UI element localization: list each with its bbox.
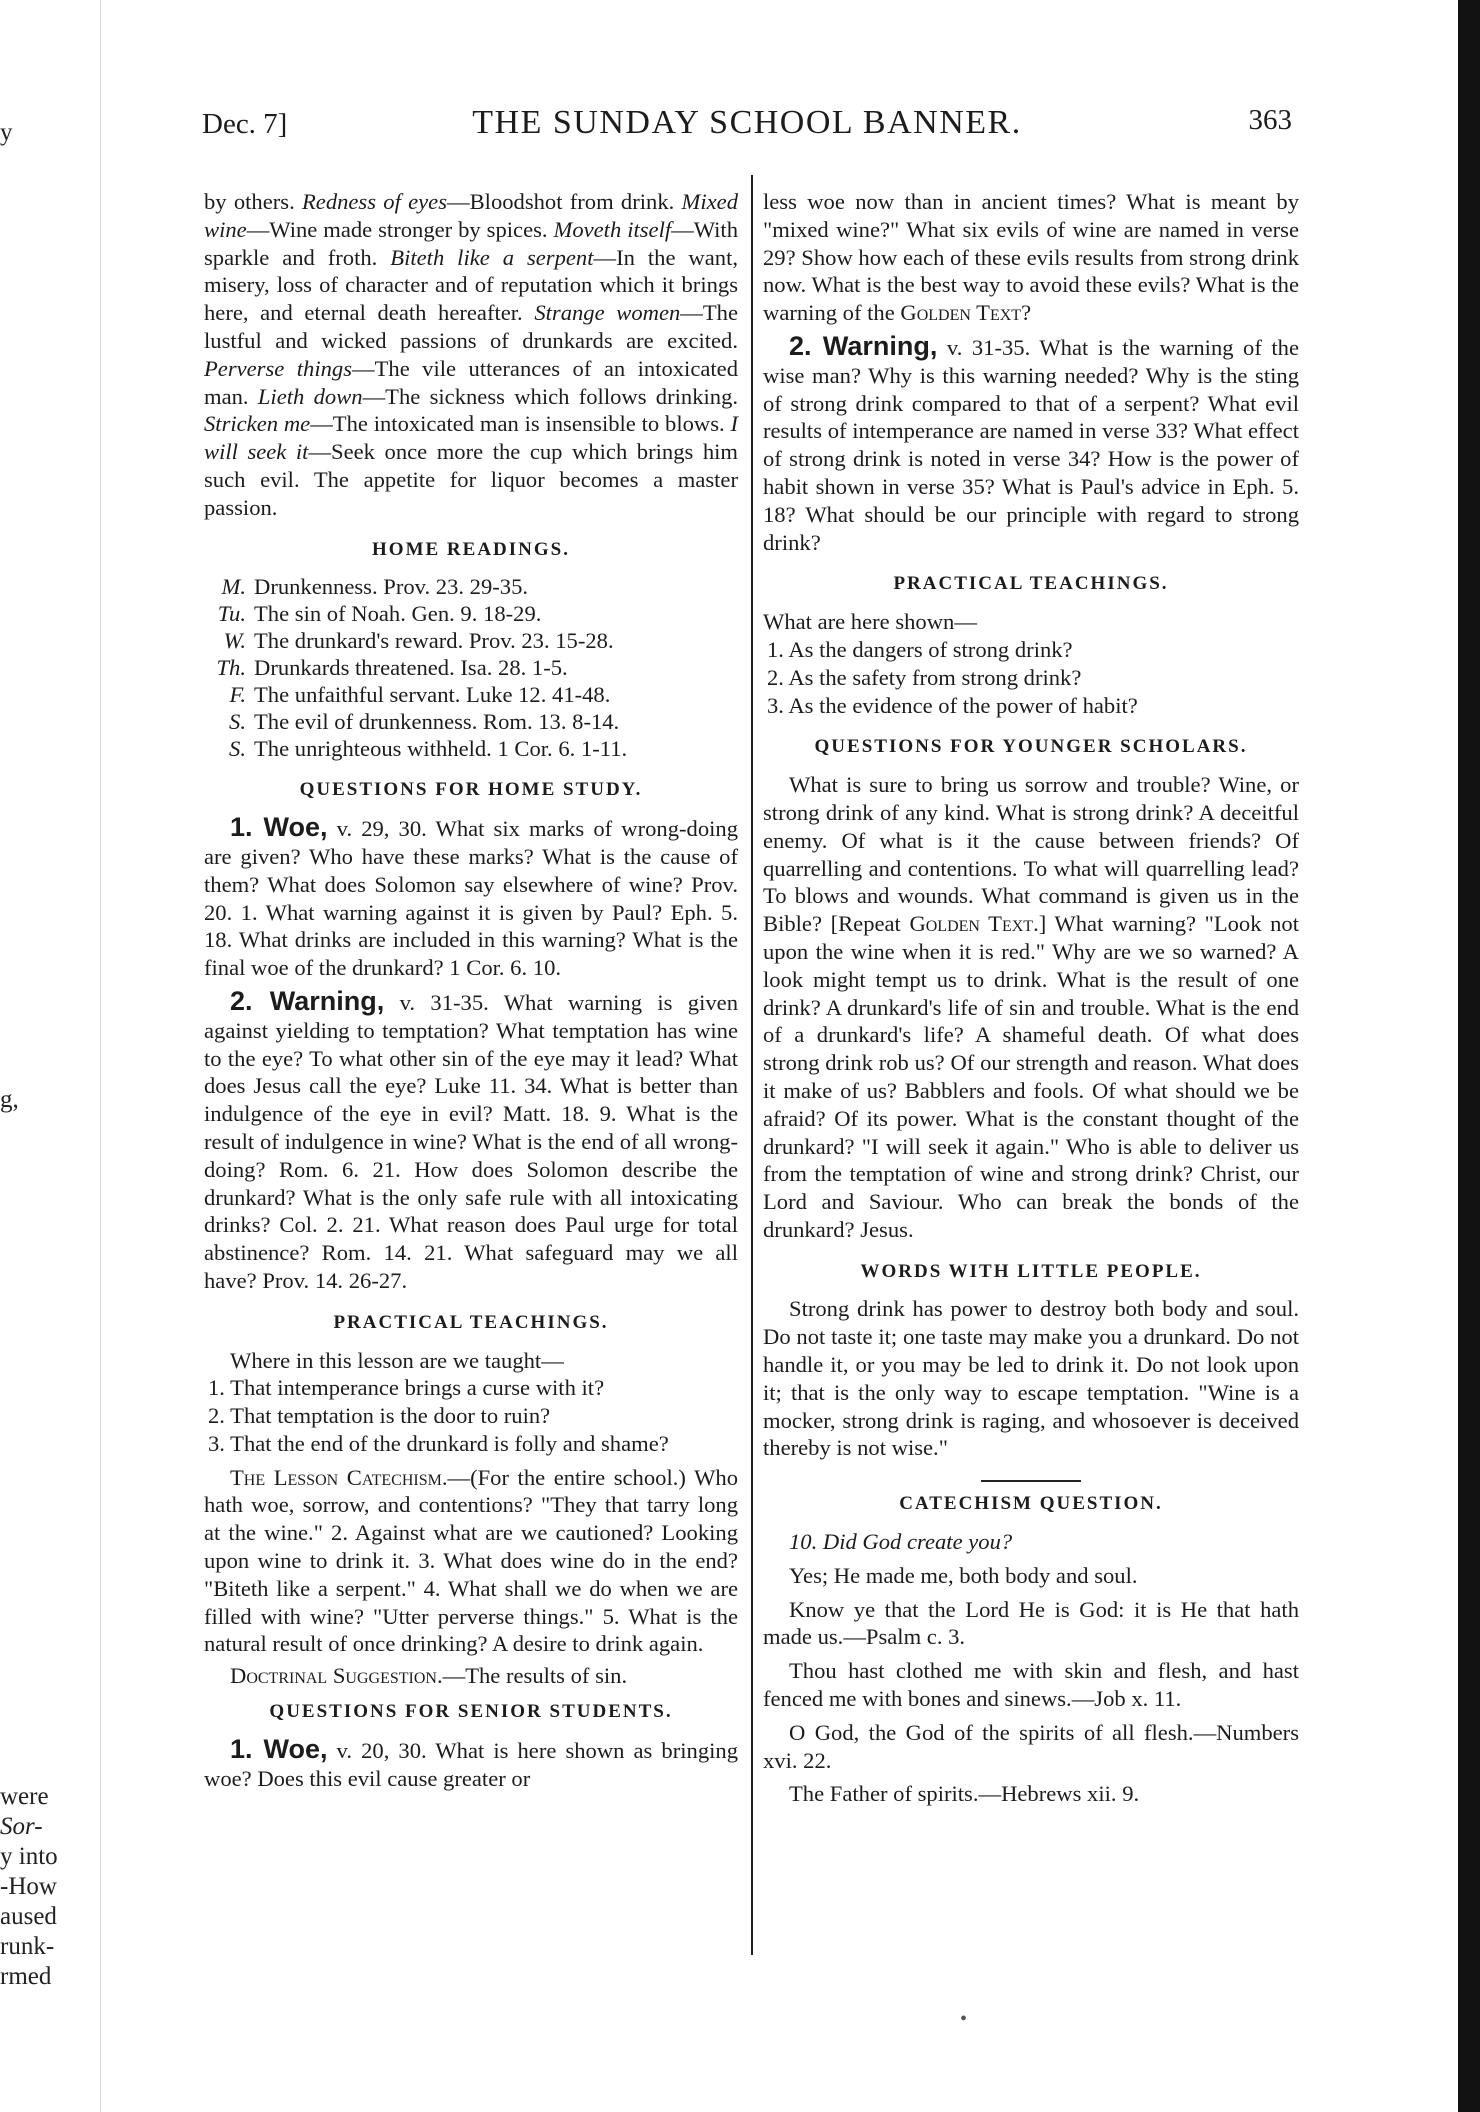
glossed-term: Moveth itself bbox=[553, 216, 672, 242]
gloss-text: by others. bbox=[204, 189, 302, 214]
list-item: 2. That temptation is the door to ruin? bbox=[208, 1403, 551, 1429]
section-heading: PRACTICAL TEACHINGS. bbox=[333, 1311, 609, 1333]
catechism-text: —(For the entire school.) Who hath woe, sorrow, and contentions? "They that tarry long at the wine." 2. Against what are we cautioned? Looking upon wine to drink it. 3. What does wine do in the end? "Biteth like a serpent." 4. What shall we do when we are filled with wine? "Utter perverse things." 5. What is the natural result of once drinking? A desire to drink again. bbox=[204, 1464, 738, 1657]
issue-date: Dec. 7] bbox=[202, 108, 288, 140]
bleed-text: were bbox=[0, 1783, 49, 1810]
list-item: 1. That intemperance brings a curse with it? bbox=[208, 1375, 605, 1401]
gloss-text: —The lustful and wicked passions of drunkards are excited. bbox=[204, 300, 738, 353]
catechism-answer: Yes; He made me, both body and soul. bbox=[789, 1562, 1138, 1588]
gloss-text: —The sickness which follows drinking. bbox=[362, 383, 739, 409]
left-column bbox=[204, 188, 738, 1792]
catechism-label: The Lesson Catechism. bbox=[230, 1464, 448, 1490]
gloss-text: —The intoxicated man is insensible to blows. bbox=[310, 411, 731, 437]
question-number: 1. Woe, bbox=[230, 1733, 328, 1764]
gloss-text: —Seek once more the cup which brings him such evil. The appetite for liquor becomes a master passion. bbox=[204, 439, 738, 520]
reading-row bbox=[204, 735, 738, 762]
bleed-text: g, bbox=[0, 1086, 19, 1113]
question-number: 1. Woe, bbox=[230, 812, 328, 843]
section-heading: WORDS WITH LITTLE PEOPLE. bbox=[860, 1260, 1202, 1282]
doctrinal-text: —The results of sin. bbox=[442, 1663, 628, 1689]
question-text: What is the warning of the wise man? Why is this warning needed? Why is the sting of strong drink compared to that of a serpent? What evil results of intemperance are named in verse 33? What effect of strong drink is noted in verse 34? How is the power of habit shown in verse 35? What is Paul's advice in Eph. 5. 18? What should be our principle with regard to strong drink? bbox=[763, 334, 1299, 555]
glossed-term: Strange women bbox=[534, 300, 681, 326]
question-ref: v. 20, 30. bbox=[327, 1737, 427, 1763]
publication-title: THE SUNDAY SCHOOL BANNER. bbox=[472, 104, 1022, 141]
bleed-text: aused bbox=[0, 1903, 57, 1930]
reading-day: S. bbox=[229, 736, 246, 762]
practical-list bbox=[763, 636, 1299, 719]
younger-scholars-text bbox=[763, 771, 1299, 1244]
section-heading: QUESTIONS FOR HOME STUDY. bbox=[299, 779, 643, 801]
gloss-text: —With sparkle and froth. bbox=[204, 216, 739, 270]
reading-row bbox=[204, 627, 738, 654]
reading-text: The unrighteous withheld. 1 Cor. 6. 1-11. bbox=[254, 736, 628, 762]
glossed-term: Lieth down bbox=[257, 383, 363, 409]
section-heading: QUESTIONS FOR YOUNGER SCHOLARS. bbox=[814, 736, 1248, 758]
question-ref: v. 29, 30. bbox=[327, 816, 427, 842]
list-item: 1. As the dangers of strong drink? bbox=[767, 636, 1073, 662]
catechism-answer: Thou hast clothed me with skin and flesh, and hast fenced me with bones and sinews.—Job x. 11. bbox=[763, 1658, 1299, 1712]
golden-text-ref: Golden Text bbox=[900, 300, 1022, 326]
word-notes-paragraph bbox=[204, 188, 738, 522]
reading-text: The sin of Noah. Gen. 9. 18-29. bbox=[254, 601, 542, 627]
column-divider bbox=[751, 175, 753, 1955]
bleed-text: runk- bbox=[0, 1933, 55, 1960]
running-header bbox=[202, 100, 1292, 150]
list-item: 3. As the evidence of the power of habit? bbox=[767, 692, 1138, 718]
doctrinal-label: Doctrinal Suggestion. bbox=[230, 1663, 443, 1689]
right-column bbox=[763, 188, 1299, 1814]
warning-question bbox=[763, 330, 1299, 556]
gloss-text: —Bloodshot from drink. bbox=[447, 189, 682, 214]
section-heading: CATECHISM QUESTION. bbox=[899, 1493, 1163, 1515]
reading-day: Tu. bbox=[217, 601, 246, 627]
gloss-text: —The vile utterances of an intoxicated man. bbox=[204, 355, 738, 409]
younger-text-b: .] What warning? "Look not upon the wine when it is red." Why are we so warned? A look might tempt us to drink. What is the result of one drink? A drunkard's life of sin and trouble. What is the end of a drunkard's life? A shameful death. Of what does strong drink rob us? Of our strength and reason. What does it make of us? Babblers and fools. Of what should we be afraid? Of its power. What is the constant thought of the drunkard? "I will seek it again." Who is able to deliver us from the temptation of wine and strong drink? Christ, our Lord and Saviour. Who can break the bonds of the drunkard? Jesus. bbox=[763, 911, 1300, 1242]
catechism-answer: O God, the God of the spirits of all flesh.—Numbers xvi. 22. bbox=[763, 1719, 1299, 1773]
reading-day: Th. bbox=[216, 655, 246, 681]
reading-row bbox=[204, 600, 738, 627]
question-text: What is here shown as bringing woe? Does this evil cause greater or bbox=[204, 1737, 738, 1791]
bleed-text: y bbox=[0, 119, 13, 146]
bleed-text: y into bbox=[0, 1843, 58, 1870]
reading-day: M. bbox=[221, 574, 246, 600]
gloss-text: —In the want, misery, loss of character and of reputation which it brings here, and eternal death hereafter. bbox=[204, 244, 738, 326]
gloss-text: —Wine made stronger by spices. bbox=[246, 216, 554, 242]
section-rule bbox=[981, 1480, 1081, 1482]
catechism-answer: The Father of spirits.—Hebrews xii. 9. bbox=[789, 1781, 1140, 1807]
home-readings-list bbox=[204, 573, 738, 762]
question-number: 2. Warning, bbox=[230, 985, 385, 1016]
list-item: 3. That the end of the drunkard is folly and shame? bbox=[208, 1430, 669, 1456]
reading-day: F. bbox=[229, 682, 246, 708]
younger-text-a: What is sure to bring us sorrow and trouble? Wine, or strong drink of any kind. What is strong drink? A deceitful enemy. Of what is it the cause between friends? Of quarrelling and contentions. To what will quarrelling lead? To blows and wounds. What command is given us in the Bible? [Repeat bbox=[763, 772, 1299, 937]
senior-continuation bbox=[763, 188, 1299, 327]
ink-speck: • bbox=[960, 2008, 968, 2030]
question-text: What six marks of wrong-doing are given? Who have these marks? What is the cause of them? What does Solomon say elsewhere of wine? Prov. 20. 1. What warning against it is given by Paul? Eph. 5. 18. What drinks are included in this warning? What is the final woe of the drunkard? 1 Cor. 6. 10. bbox=[204, 816, 738, 981]
question-ref: v. 31-35. bbox=[384, 989, 489, 1015]
golden-text-ref: Golden Text bbox=[909, 911, 1034, 937]
reading-row bbox=[204, 573, 738, 600]
reading-row bbox=[204, 654, 738, 681]
section-heading: PRACTICAL TEACHINGS. bbox=[893, 573, 1169, 595]
section-heading: HOME READINGS. bbox=[372, 538, 570, 560]
question-text: What warning is given against yielding to temptation? What temptation has wine to the eye? To what other sin of the eye may it lead? What does Jesus call the eye? Luke 11. 34. What is better than indulgence of the eye in evil? Matt. 18. 9. What is the result of indulgence in wine? What is the end of all wrong-doing? Rom. 6. 21. How does Solomon describe the drunkard? What is the only safe rule with all intoxicating drinks? Col. 2. 21. What reason does Paul urge for total abstinence? Rom. 14. 21. What safeguard may we all have? Prov. 14. 26-27. bbox=[204, 989, 738, 1293]
catechism-question: 10. Did God create you? bbox=[789, 1529, 1013, 1555]
continuation-end: ? bbox=[1021, 300, 1032, 326]
reading-row bbox=[204, 681, 738, 708]
reading-text: The drunkard's reward. Prov. 23. 15-28. bbox=[254, 628, 614, 654]
reading-text: Drunkards threatened. Isa. 28. 1-5. bbox=[254, 655, 568, 681]
page-number: 363 bbox=[1248, 104, 1292, 136]
reading-text: The evil of drunkenness. Rom. 13. 8-14. bbox=[254, 709, 620, 735]
reading-day: S. bbox=[229, 709, 246, 735]
practical-list bbox=[204, 1374, 738, 1457]
practical-intro: What are here shown— bbox=[763, 609, 977, 635]
section-heading: QUESTIONS FOR SENIOR STUDENTS. bbox=[269, 1701, 673, 1723]
glossed-term: Redness of eyes bbox=[301, 189, 447, 214]
lesson-catechism bbox=[204, 1464, 738, 1659]
bleed-text: -How bbox=[0, 1873, 57, 1900]
reading-row bbox=[204, 708, 738, 735]
reading-text: Drunkenness. Prov. 23. 29-35. bbox=[254, 574, 529, 600]
glossed-term: Biteth like a serpent bbox=[390, 244, 594, 270]
reading-text: The unfaithful servant. Luke 12. 41-48. bbox=[254, 682, 611, 708]
home-study-questions bbox=[204, 814, 738, 1295]
senior-question bbox=[204, 1733, 738, 1793]
practical-intro: Where in this lesson are we taught— bbox=[230, 1347, 564, 1373]
glossed-term: Perverse things bbox=[204, 355, 352, 381]
question-number: 2. Warning, bbox=[789, 330, 938, 361]
glossed-term: Stricken me bbox=[204, 411, 311, 437]
reading-day: W. bbox=[223, 628, 246, 654]
glossed-term: Mixed wine bbox=[204, 189, 738, 242]
catechism-answers bbox=[763, 1562, 1299, 1808]
study-question bbox=[204, 985, 738, 1295]
continuation-text: less woe now than in ancient times? What is meant by "mixed wine?" What six evils of wine are named in verse 29? Show how each of these evils results from strong drink now. What is the best way to avoid these evils? What is the warning of the bbox=[763, 189, 1299, 326]
glossed-term: I will seek it bbox=[204, 411, 738, 465]
page-edge-shadow bbox=[1458, 0, 1480, 2112]
list-item: 2. As the safety from strong drink? bbox=[767, 664, 1082, 690]
question-ref: v. 31-35. bbox=[937, 334, 1031, 360]
bleed-text: rmed bbox=[0, 1963, 52, 1990]
doctrinal-suggestion bbox=[204, 1662, 738, 1690]
catechism-answer: Know ye that the Lord He is God: it is He that hath made us.—Psalm c. 3. bbox=[763, 1596, 1299, 1650]
bleed-text: Sor- bbox=[0, 1813, 43, 1840]
little-people-text: Strong drink has power to destroy both body and soul. Do not taste it; one taste may make you a drunkard. Do not handle it, or you may be led to drink it. Do not look upon it; that is the only way to escape temptation. "Wine is a mocker, strong drink is raging, and whosoever is deceived thereby is not wise." bbox=[763, 1296, 1299, 1461]
study-question bbox=[204, 814, 738, 982]
